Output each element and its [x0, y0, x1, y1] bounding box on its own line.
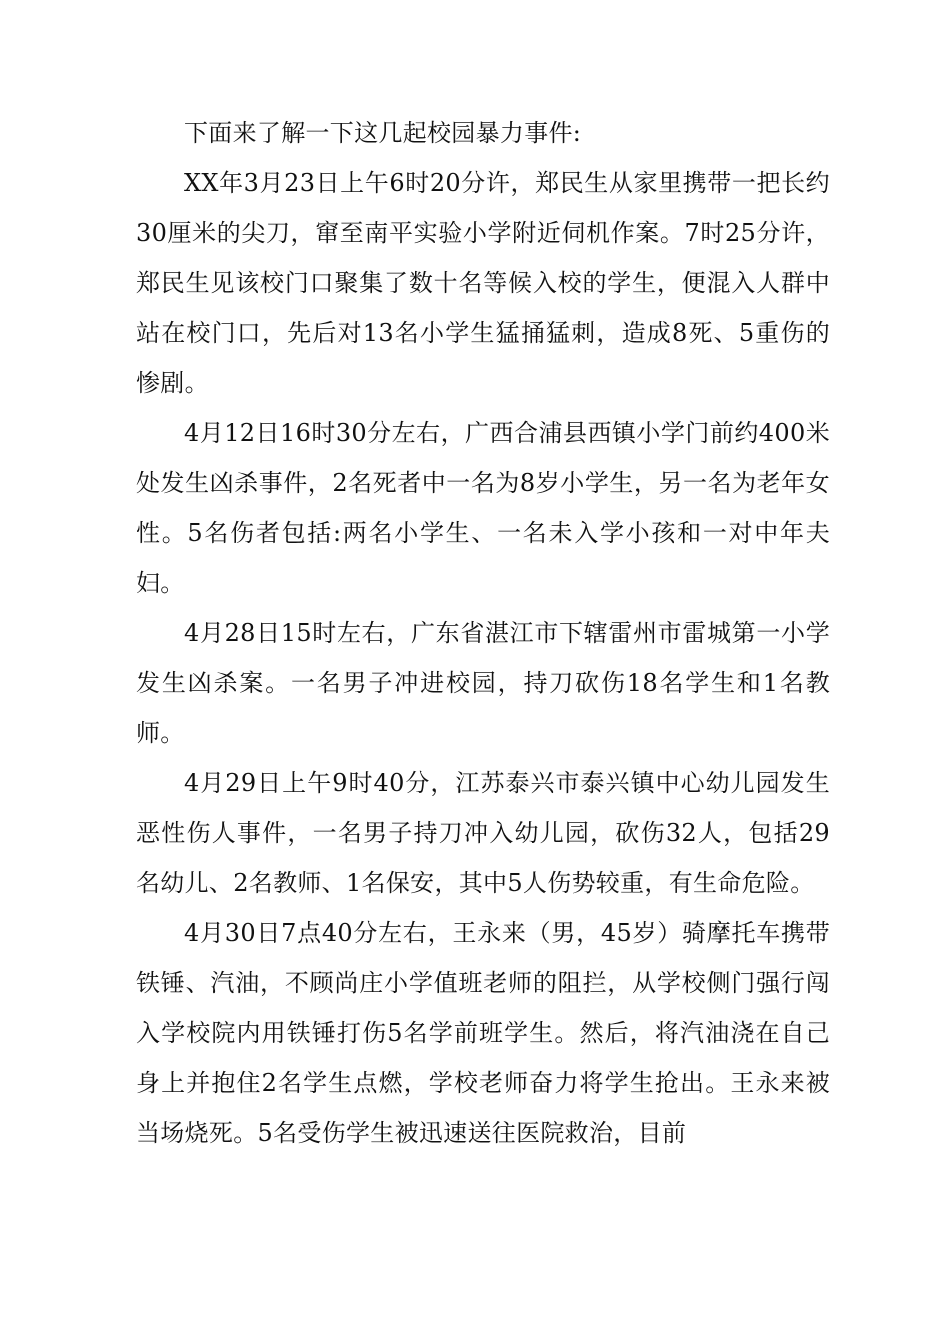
paragraph-shangzhuang-incident: 4月30日7点40分左右，王永来（男，45岁）骑摩托车携带铁锤、汽油，不顾尚庄小学值班老师的阻拦，从学校侧门强行闯入学校院内用铁锤打伤5名学前班学生。然后，将汽油浇在自己身上并抱住2名学生点燃，学校老师奋力将学生抢出。王永来被当场烧死。5名受伤学生被迅速送往医院救治，目前: [136, 919, 830, 1147]
intro-paragraph: 下面来了解一下这几起校园暴力事件:: [184, 119, 582, 147]
document-body: [136, 108, 830, 1158]
paragraph-leizhou-incident: 4月28日15时左右，广东省湛江市下辖雷州市雷城第一小学发生凶杀案。一名男子冲进校园，持刀砍伤18名学生和1名教师。: [136, 619, 830, 747]
paragraph-taixing-incident: 4月29日上午9时40分，江苏泰兴市泰兴镇中心幼儿园发生恶性伤人事件，一名男子持刀冲入幼儿园，砍伤32人，包括29名幼儿、2名教师、1名保安，其中5人伤势较重，有生命危险。: [136, 769, 830, 897]
paragraph-nanping-incident: XX年3月23日上午6时20分许，郑民生从家里携带一把长约30厘米的尖刀，窜至南平实验小学附近伺机作案。7时25分许，郑民生见该校门口聚集了数十名等候入校的学生，便混入人群中站在校门口，先后对13名小学生猛捅猛刺，造成8死、5重伤的惨剧。: [136, 169, 830, 397]
paragraph-hepu-incident: 4月12日16时30分左右，广西合浦县西镇小学门前约400米处发生凶杀事件，2名死者中一名为8岁小学生，另一名为老年女性。5名伤者包括:两名小学生、一名未入学小孩和一对中年夫妇。: [136, 419, 830, 597]
